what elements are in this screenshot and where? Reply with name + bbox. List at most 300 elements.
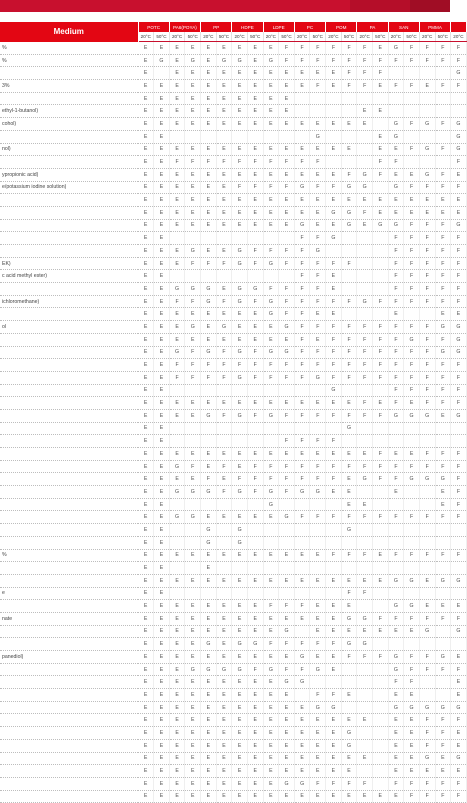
- rating-cell: F: [326, 473, 342, 486]
- rating-cell: F: [294, 295, 310, 308]
- table-row: [0, 168, 466, 181]
- rating-cell: F: [388, 511, 404, 524]
- rating-cell: E: [232, 80, 248, 93]
- medium-name-cell: [0, 473, 138, 486]
- rating-cell: F: [341, 333, 357, 346]
- rating-cell: E: [263, 219, 279, 232]
- rating-cell: G: [201, 283, 217, 296]
- rating-cell: [388, 638, 404, 651]
- medium-name-cell: [0, 397, 138, 410]
- rating-cell: F: [263, 283, 279, 296]
- rating-cell: E: [216, 676, 232, 689]
- rating-cell: E: [216, 752, 232, 765]
- rating-cell: E: [404, 714, 420, 727]
- rating-cell: F: [294, 346, 310, 359]
- rating-cell: [372, 384, 388, 397]
- rating-cell: E: [138, 524, 154, 537]
- rating-cell: F: [310, 511, 326, 524]
- rating-cell: G: [263, 308, 279, 321]
- rating-cell: [279, 384, 295, 397]
- rating-cell: F: [435, 219, 451, 232]
- rating-cell: G: [154, 54, 170, 67]
- rating-cell: [419, 486, 435, 499]
- rating-cell: F: [388, 676, 404, 689]
- rating-cell: [404, 92, 420, 105]
- rating-cell: E: [232, 689, 248, 702]
- rating-cell: F: [388, 549, 404, 562]
- rating-cell: E: [138, 448, 154, 461]
- rating-cell: F: [372, 295, 388, 308]
- rating-cell: F: [388, 359, 404, 372]
- rating-cell: E: [154, 689, 170, 702]
- rating-cell: E: [263, 574, 279, 587]
- rating-cell: E: [263, 790, 279, 803]
- rating-cell: F: [435, 460, 451, 473]
- rating-cell: E: [279, 92, 295, 105]
- rating-cell: F: [357, 409, 373, 422]
- rating-cell: F: [341, 295, 357, 308]
- rating-cell: E: [294, 67, 310, 80]
- rating-cell: E: [201, 765, 217, 778]
- table-row: [0, 689, 466, 702]
- rating-cell: E: [341, 448, 357, 461]
- rating-cell: [404, 587, 420, 600]
- rating-cell: G: [419, 625, 435, 638]
- rating-cell: E: [419, 80, 435, 93]
- medium-name-cell: EK): [0, 257, 138, 270]
- rating-cell: F: [357, 80, 373, 93]
- rating-cell: E: [341, 752, 357, 765]
- rating-cell: E: [310, 219, 326, 232]
- rating-cell: [279, 130, 295, 143]
- rating-cell: G: [201, 536, 217, 549]
- rating-cell: [310, 498, 326, 511]
- rating-cell: F: [326, 777, 342, 790]
- rating-cell: [372, 257, 388, 270]
- rating-cell: [279, 524, 295, 537]
- rating-cell: [263, 384, 279, 397]
- resistance-table-container[interactable]: [0, 22, 464, 800]
- rating-cell: [326, 498, 342, 511]
- medium-name-cell: [0, 384, 138, 397]
- rating-cell: [232, 562, 248, 575]
- rating-cell: E: [404, 448, 420, 461]
- rating-cell: E: [357, 118, 373, 131]
- rating-cell: G: [232, 283, 248, 296]
- table-row: [0, 295, 466, 308]
- rating-cell: E: [138, 371, 154, 384]
- rating-cell: E: [169, 409, 185, 422]
- rating-cell: E: [326, 663, 342, 676]
- rating-cell: F: [341, 321, 357, 334]
- rating-cell: E: [388, 752, 404, 765]
- rating-cell: E: [232, 397, 248, 410]
- table-row: [0, 346, 466, 359]
- rating-cell: [247, 384, 263, 397]
- rating-cell: E: [310, 308, 326, 321]
- rating-cell: E: [294, 397, 310, 410]
- rating-cell: F: [279, 283, 295, 296]
- rating-cell: [404, 562, 420, 575]
- rating-cell: F: [435, 270, 451, 283]
- rating-cell: G: [357, 168, 373, 181]
- rating-cell: G: [263, 295, 279, 308]
- rating-cell: E: [451, 651, 467, 664]
- rating-cell: E: [169, 765, 185, 778]
- rating-cell: F: [388, 371, 404, 384]
- rating-cell: F: [419, 460, 435, 473]
- rating-cell: E: [216, 194, 232, 207]
- rating-cell: E: [169, 321, 185, 334]
- rating-cell: [451, 435, 467, 448]
- rating-cell: F: [357, 42, 373, 55]
- rating-cell: E: [404, 689, 420, 702]
- rating-cell: E: [169, 143, 185, 156]
- rating-cell: E: [154, 397, 170, 410]
- rating-cell: F: [451, 511, 467, 524]
- rating-cell: G: [232, 524, 248, 537]
- rating-cell: [372, 270, 388, 283]
- rating-cell: F: [216, 346, 232, 359]
- temperature-header-cell: 50°C: [185, 32, 201, 42]
- table-row: [0, 473, 466, 486]
- rating-cell: [372, 498, 388, 511]
- rating-cell: F: [247, 473, 263, 486]
- rating-cell: F: [419, 321, 435, 334]
- table-row: [0, 638, 466, 651]
- medium-name-cell: cohol): [0, 118, 138, 131]
- rating-cell: E: [138, 651, 154, 664]
- rating-cell: [435, 689, 451, 702]
- rating-cell: F: [372, 168, 388, 181]
- rating-cell: E: [326, 118, 342, 131]
- table-row: [0, 448, 466, 461]
- medium-name-cell: [0, 283, 138, 296]
- rating-cell: F: [279, 371, 295, 384]
- medium-name-cell: [0, 333, 138, 346]
- rating-cell: [404, 105, 420, 118]
- rating-cell: E: [216, 181, 232, 194]
- rating-cell: [419, 638, 435, 651]
- table-row: [0, 701, 466, 714]
- rating-cell: E: [279, 612, 295, 625]
- rating-cell: E: [341, 143, 357, 156]
- rating-cell: [372, 587, 388, 600]
- rating-cell: G: [341, 612, 357, 625]
- rating-cell: E: [185, 651, 201, 664]
- rating-cell: F: [419, 777, 435, 790]
- rating-cell: E: [263, 143, 279, 156]
- medium-name-cell: e/potassium iodine solution): [0, 181, 138, 194]
- rating-cell: F: [201, 371, 217, 384]
- rating-cell: E: [247, 105, 263, 118]
- rating-cell: F: [451, 498, 467, 511]
- rating-cell: E: [169, 651, 185, 664]
- rating-cell: [419, 435, 435, 448]
- rating-cell: [435, 587, 451, 600]
- rating-cell: E: [294, 143, 310, 156]
- rating-cell: [357, 130, 373, 143]
- medium-name-cell: [0, 435, 138, 448]
- rating-cell: [201, 232, 217, 245]
- rating-cell: E: [138, 409, 154, 422]
- rating-cell: E: [138, 638, 154, 651]
- rating-cell: F: [435, 371, 451, 384]
- rating-cell: E: [279, 651, 295, 664]
- rating-cell: E: [216, 308, 232, 321]
- rating-cell: F: [435, 777, 451, 790]
- rating-cell: E: [341, 765, 357, 778]
- rating-cell: [216, 562, 232, 575]
- rating-cell: E: [169, 574, 185, 587]
- table-row: [0, 92, 466, 105]
- rating-cell: E: [263, 612, 279, 625]
- rating-cell: E: [279, 574, 295, 587]
- rating-cell: E: [341, 194, 357, 207]
- rating-cell: [435, 676, 451, 689]
- rating-cell: E: [232, 701, 248, 714]
- rating-cell: F: [451, 54, 467, 67]
- rating-cell: [310, 562, 326, 575]
- rating-cell: F: [419, 384, 435, 397]
- rating-cell: E: [326, 739, 342, 752]
- medium-name-cell: [0, 194, 138, 207]
- rating-cell: F: [247, 156, 263, 169]
- rating-cell: F: [326, 460, 342, 473]
- rating-cell: E: [138, 600, 154, 613]
- rating-cell: F: [372, 473, 388, 486]
- medium-name-cell: [0, 67, 138, 80]
- rating-cell: [201, 130, 217, 143]
- rating-cell: F: [263, 600, 279, 613]
- rating-cell: F: [435, 549, 451, 562]
- rating-cell: [341, 245, 357, 258]
- rating-cell: E: [279, 714, 295, 727]
- rating-cell: E: [263, 42, 279, 55]
- medium-name-cell: [0, 498, 138, 511]
- rating-cell: [372, 689, 388, 702]
- rating-cell: E: [154, 536, 170, 549]
- rating-cell: E: [310, 118, 326, 131]
- medium-name-cell: [0, 92, 138, 105]
- rating-cell: G: [263, 54, 279, 67]
- rating-cell: [216, 587, 232, 600]
- rating-cell: E: [216, 625, 232, 638]
- temperature-header-cell: 50°C: [435, 32, 451, 42]
- rating-cell: F: [310, 257, 326, 270]
- rating-cell: [388, 498, 404, 511]
- table-row: [0, 727, 466, 740]
- rating-cell: F: [247, 409, 263, 422]
- rating-cell: F: [451, 371, 467, 384]
- rating-cell: E: [138, 156, 154, 169]
- rating-cell: E: [185, 194, 201, 207]
- table-row: [0, 549, 466, 562]
- rating-cell: E: [154, 409, 170, 422]
- rating-cell: [326, 562, 342, 575]
- rating-cell: [169, 524, 185, 537]
- table-row: [0, 511, 466, 524]
- rating-cell: E: [216, 397, 232, 410]
- rating-cell: [169, 270, 185, 283]
- rating-cell: E: [388, 765, 404, 778]
- rating-cell: G: [294, 676, 310, 689]
- rating-cell: E: [232, 765, 248, 778]
- rating-cell: E: [451, 308, 467, 321]
- rating-cell: [357, 536, 373, 549]
- rating-cell: [326, 156, 342, 169]
- rating-cell: E: [232, 206, 248, 219]
- rating-cell: F: [451, 777, 467, 790]
- rating-cell: E: [185, 67, 201, 80]
- rating-cell: [357, 245, 373, 258]
- rating-cell: [247, 562, 263, 575]
- rating-cell: [404, 67, 420, 80]
- rating-cell: G: [232, 295, 248, 308]
- medium-name-cell: ypropionic acid): [0, 168, 138, 181]
- rating-cell: G: [388, 663, 404, 676]
- rating-cell: [201, 435, 217, 448]
- rating-cell: F: [451, 156, 467, 169]
- rating-cell: F: [263, 245, 279, 258]
- rating-cell: [357, 384, 373, 397]
- rating-cell: E: [294, 574, 310, 587]
- medium-name-cell: [0, 130, 138, 143]
- rating-cell: F: [341, 42, 357, 55]
- rating-cell: [263, 536, 279, 549]
- rating-cell: [232, 384, 248, 397]
- rating-cell: G: [185, 486, 201, 499]
- rating-cell: F: [388, 232, 404, 245]
- table-row: [0, 206, 466, 219]
- rating-cell: E: [154, 245, 170, 258]
- rating-cell: E: [388, 790, 404, 803]
- rating-cell: E: [138, 777, 154, 790]
- temperature-header-cell: 20°C: [326, 32, 342, 42]
- rating-cell: G: [419, 143, 435, 156]
- rating-cell: E: [310, 765, 326, 778]
- rating-cell: E: [138, 752, 154, 765]
- rating-cell: E: [201, 676, 217, 689]
- material-header-cell: PP: [201, 22, 232, 32]
- rating-cell: [435, 638, 451, 651]
- rating-cell: E: [201, 752, 217, 765]
- rating-cell: E: [216, 600, 232, 613]
- rating-cell: E: [372, 105, 388, 118]
- rating-cell: E: [263, 752, 279, 765]
- rating-cell: F: [435, 168, 451, 181]
- medium-name-cell: [0, 245, 138, 258]
- rating-cell: G: [232, 409, 248, 422]
- rating-cell: F: [169, 371, 185, 384]
- rating-cell: E: [294, 118, 310, 131]
- rating-cell: E: [154, 651, 170, 664]
- rating-cell: [169, 435, 185, 448]
- rating-cell: [388, 435, 404, 448]
- rating-cell: E: [310, 143, 326, 156]
- rating-cell: E: [326, 143, 342, 156]
- medium-name-cell: [0, 777, 138, 790]
- rating-cell: F: [372, 612, 388, 625]
- rating-cell: G: [419, 752, 435, 765]
- rating-cell: F: [404, 663, 420, 676]
- rating-cell: E: [185, 143, 201, 156]
- rating-cell: F: [419, 283, 435, 296]
- rating-cell: [404, 638, 420, 651]
- rating-cell: E: [451, 765, 467, 778]
- rating-cell: F: [451, 270, 467, 283]
- rating-cell: E: [310, 67, 326, 80]
- rating-cell: E: [232, 219, 248, 232]
- rating-cell: G: [357, 181, 373, 194]
- rating-cell: G: [294, 651, 310, 664]
- medium-name-cell: [0, 689, 138, 702]
- rating-cell: E: [404, 727, 420, 740]
- rating-cell: E: [154, 42, 170, 55]
- rating-cell: [357, 156, 373, 169]
- rating-cell: F: [341, 460, 357, 473]
- medium-name-cell: ichloromethane): [0, 295, 138, 308]
- rating-cell: [372, 486, 388, 499]
- rating-cell: F: [372, 54, 388, 67]
- medium-name-cell: [0, 460, 138, 473]
- rating-cell: G: [388, 181, 404, 194]
- rating-cell: E: [138, 54, 154, 67]
- rating-cell: E: [154, 384, 170, 397]
- rating-cell: E: [138, 245, 154, 258]
- rating-cell: E: [372, 625, 388, 638]
- rating-cell: G: [404, 701, 420, 714]
- rating-cell: [341, 105, 357, 118]
- rating-cell: G: [435, 651, 451, 664]
- rating-cell: [169, 422, 185, 435]
- rating-cell: E: [388, 308, 404, 321]
- rating-cell: [357, 435, 373, 448]
- rating-cell: [388, 562, 404, 575]
- table-row: [0, 194, 466, 207]
- rating-cell: E: [372, 790, 388, 803]
- rating-cell: E: [169, 600, 185, 613]
- rating-cell: G: [341, 524, 357, 537]
- medium-name-cell: [0, 562, 138, 575]
- rating-cell: [341, 536, 357, 549]
- rating-cell: E: [326, 283, 342, 296]
- rating-cell: E: [138, 689, 154, 702]
- rating-cell: F: [294, 54, 310, 67]
- rating-cell: E: [185, 638, 201, 651]
- rating-cell: E: [263, 67, 279, 80]
- rating-cell: F: [357, 371, 373, 384]
- rating-cell: E: [138, 118, 154, 131]
- rating-cell: E: [326, 168, 342, 181]
- rating-cell: E: [138, 308, 154, 321]
- material-header-cell: SAN: [388, 22, 419, 32]
- rating-cell: F: [341, 777, 357, 790]
- rating-cell: G: [419, 409, 435, 422]
- rating-cell: G: [294, 486, 310, 499]
- rating-cell: G: [451, 118, 467, 131]
- rating-cell: E: [169, 219, 185, 232]
- rating-cell: E: [388, 727, 404, 740]
- rating-cell: E: [388, 486, 404, 499]
- rating-cell: E: [154, 549, 170, 562]
- rating-cell: E: [279, 765, 295, 778]
- rating-cell: G: [435, 701, 451, 714]
- rating-cell: E: [247, 54, 263, 67]
- rating-cell: F: [419, 714, 435, 727]
- rating-cell: G: [232, 371, 248, 384]
- rating-cell: F: [451, 460, 467, 473]
